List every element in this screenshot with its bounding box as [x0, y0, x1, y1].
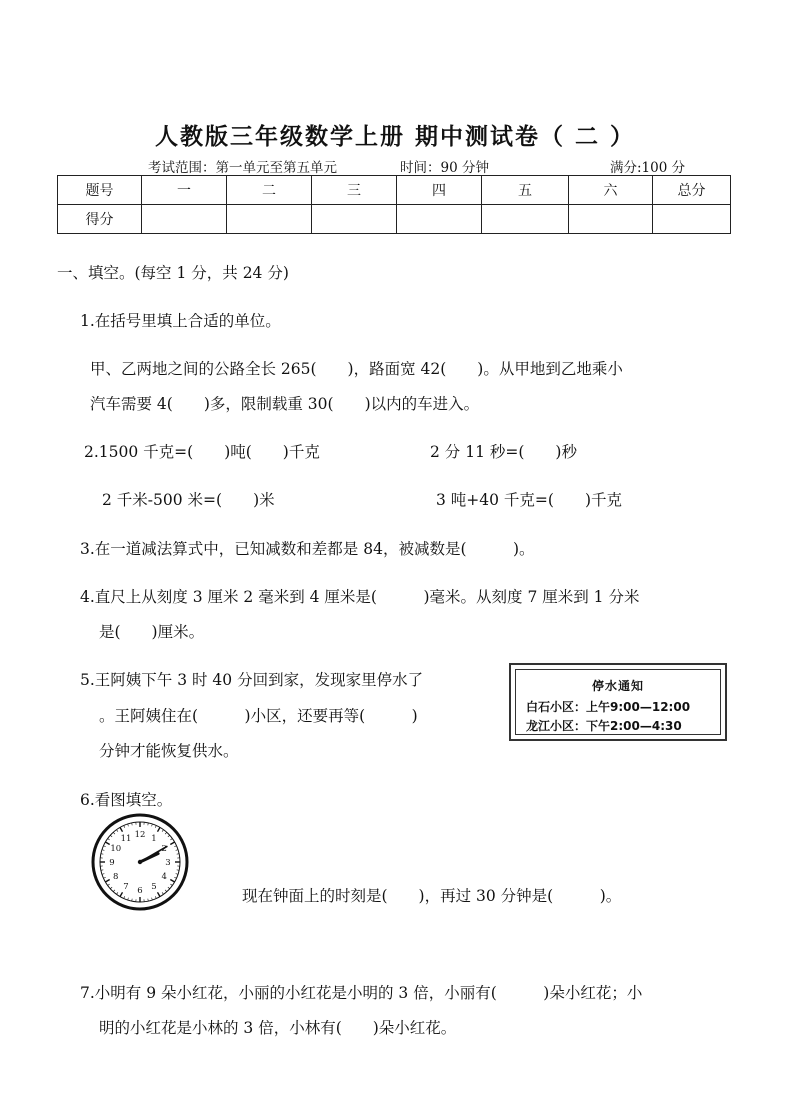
notice-title: 停水通知	[591, 679, 644, 693]
clock-tick	[113, 832, 115, 834]
clock-tick	[152, 898, 153, 900]
clock-tick	[168, 835, 170, 837]
exam-full-score: 满分:100 分	[610, 160, 686, 176]
clock-tick	[158, 892, 161, 896]
question-2c: 2 千米-500 米=( )米	[102, 491, 275, 509]
clock-tick	[155, 896, 156, 898]
clock-number: 4	[161, 872, 167, 882]
clock-number: 7	[123, 882, 129, 893]
water-outage-notice	[509, 663, 727, 741]
clock-tick	[102, 850, 104, 851]
clock-center-pin	[138, 860, 142, 864]
clock-tick	[105, 842, 109, 845]
clock-tick	[108, 838, 110, 839]
clock-tick	[103, 846, 105, 847]
score-table-header-row	[58, 176, 731, 205]
score-cell[interactable]	[312, 205, 397, 234]
clock-tick	[170, 842, 174, 845]
score-header-cell: 四	[397, 176, 482, 205]
clock-tick	[152, 824, 153, 826]
score-table-row	[58, 205, 731, 234]
question-5-line-2: 。王阿姨住在( )小区，还要再等( )	[99, 707, 418, 725]
score-cell[interactable]	[397, 205, 482, 234]
question-5-line-1: 5.王阿姨下午 3 时 40 分回到家，发现家里停水了	[80, 671, 424, 689]
clock-tick	[120, 827, 123, 831]
clock-tick	[124, 896, 125, 898]
question-2d: 3 吨+40 千克=( )千克	[436, 491, 623, 509]
question-1-title: 1.在括号里填上合适的单位。	[80, 312, 281, 330]
clock-tick	[128, 898, 129, 900]
clock-minute-hand	[140, 847, 167, 863]
score-header-cell: 五	[482, 176, 569, 205]
notice-line-2: 龙江小区：下午2:00—4:30	[526, 719, 682, 733]
score-row-label: 得分	[58, 205, 142, 234]
clock-tick	[165, 890, 167, 892]
score-header-cell: 总分	[653, 176, 731, 205]
clock-tick	[116, 892, 117, 894]
page-title: 人教版三年级数学上册 期中测试卷（ 二 ）	[154, 124, 636, 150]
clock-number: 11	[120, 833, 132, 844]
question-1-line-2: 汽车需要 4( )多，限制载重 30( )以内的车进入。	[90, 395, 480, 413]
clock-tick	[120, 892, 123, 896]
clock-tick	[113, 890, 115, 892]
score-cell[interactable]	[227, 205, 312, 234]
score-table	[57, 175, 731, 234]
clock-tick	[170, 838, 172, 839]
clock-tick	[170, 880, 174, 883]
clock-number: 6	[137, 886, 143, 896]
clock-tick	[174, 877, 176, 878]
clock-tick	[162, 830, 163, 832]
clock-tick	[128, 824, 129, 826]
clock-tick	[105, 880, 109, 883]
score-header-cell: 一	[142, 176, 227, 205]
clock-number: 1	[151, 833, 157, 844]
question-2a: 2.1500 千克=( )吨( )千克	[84, 443, 320, 461]
question-7-line-1: 7.小明有 9 朵小红花，小丽的小红花是小明的 3 倍，小丽有( )朵小红花；小	[80, 984, 643, 1002]
question-2b: 2 分 11 秒=( )秒	[430, 443, 577, 461]
clock-number: 8	[113, 872, 119, 882]
clock-tick	[174, 846, 176, 847]
question-6-title: 6.看图填空。	[80, 791, 173, 809]
clock-number: 9	[109, 858, 115, 868]
clock-number: 5	[151, 882, 157, 893]
question-3: 3.在一道减法算式中，已知减数和差都是 84，被减数是( )。	[80, 540, 535, 558]
question-4-line-2: 是( )厘米。	[99, 623, 205, 641]
analog-clock-icon	[90, 812, 190, 912]
clock-tick	[103, 877, 105, 878]
score-header-cell: 三	[312, 176, 397, 205]
score-cell[interactable]	[142, 205, 227, 234]
score-header-cell: 题号	[58, 176, 142, 205]
clock-tick	[162, 892, 163, 894]
clock-tick	[110, 887, 112, 889]
question-6-text: 现在钟面上的时刻是( )，再过 30 分钟是( )。	[242, 887, 622, 905]
clock-number: 10	[110, 844, 122, 854]
score-header-cell: 二	[227, 176, 312, 205]
question-4-line-1: 4.直尺上从刻度 3 厘米 2 毫米到 4 厘米是( )毫米。从刻度 7 厘米到 1 分米	[80, 588, 640, 606]
clock-tick	[116, 830, 117, 832]
score-cell[interactable]	[569, 205, 653, 234]
score-cell[interactable]	[653, 205, 731, 234]
clock-tick	[168, 887, 170, 889]
exam-time: 时间：90 分钟	[400, 160, 489, 176]
clock-tick	[155, 825, 156, 827]
clock-number: 3	[165, 858, 171, 868]
clock-tick	[110, 835, 112, 837]
notice-line-1: 白石小区：上午9:00—12:00	[526, 700, 691, 714]
clock-tick	[124, 825, 125, 827]
section-heading: 一、填空。(每空 1 分，共 24 分)	[57, 264, 289, 282]
question-1-line-1: 甲、乙两地之间的公路全长 265( )，路面宽 42( )。从甲地到乙地乘小	[90, 360, 623, 378]
score-header-cell: 六	[569, 176, 653, 205]
clock-tick	[170, 884, 172, 885]
clock-tick	[102, 874, 104, 875]
clock-number: 2	[161, 844, 167, 854]
clock-tick	[165, 832, 167, 834]
exam-scope: 考试范围：第一单元至第五单元	[148, 160, 337, 176]
notice-inner-frame	[515, 669, 721, 735]
clock-number: 12	[134, 830, 146, 840]
question-5-line-3: 分钟才能恢复供水。	[99, 742, 239, 760]
clock-tick	[176, 874, 178, 875]
clock-tick	[108, 884, 110, 885]
clock-tick	[176, 850, 178, 851]
score-cell[interactable]	[482, 205, 569, 234]
clock-tick	[158, 827, 161, 831]
question-7-line-2: 明的小红花是小林的 3 倍，小林有( )朵小红花。	[99, 1019, 457, 1037]
